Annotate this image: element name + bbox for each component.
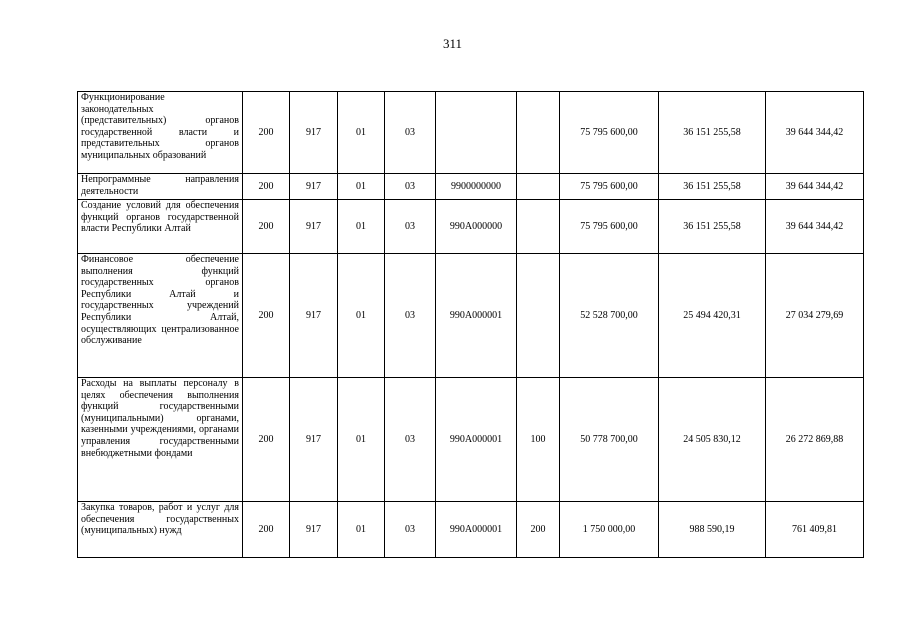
table-row <box>78 200 864 254</box>
cell-vr <box>517 92 560 174</box>
cell-admin: 200 <box>243 254 290 378</box>
table-row <box>78 254 864 378</box>
cell-rz: 01 <box>338 200 385 254</box>
table-row <box>78 92 864 174</box>
cell-sum-3: 39 644 344,42 <box>766 200 864 254</box>
cell-sum-2: 25 494 420,31 <box>659 254 766 378</box>
cell-pr: 03 <box>385 92 436 174</box>
cell-rz: 01 <box>338 502 385 558</box>
cell-gr: 917 <box>290 378 338 502</box>
cell-vr <box>517 254 560 378</box>
cell-rz: 01 <box>338 378 385 502</box>
cell-admin: 200 <box>243 174 290 200</box>
cell-gr: 917 <box>290 254 338 378</box>
cell-sum-3: 27 034 279,69 <box>766 254 864 378</box>
cell-sum-1: 50 778 700,00 <box>560 378 659 502</box>
cell-sum-1: 75 795 600,00 <box>560 200 659 254</box>
row-name: Функционирование законодательных (представительных) органов государственной власти и представительных органов муниципальных образований <box>78 92 243 174</box>
cell-pr: 03 <box>385 174 436 200</box>
budget-table <box>77 91 864 558</box>
cell-vr: 200 <box>517 502 560 558</box>
cell-rz: 01 <box>338 174 385 200</box>
cell-gr: 917 <box>290 174 338 200</box>
cell-admin: 200 <box>243 502 290 558</box>
cell-csr: 990А000001 <box>436 254 517 378</box>
cell-pr: 03 <box>385 502 436 558</box>
cell-pr: 03 <box>385 378 436 502</box>
cell-gr: 917 <box>290 502 338 558</box>
cell-admin: 200 <box>243 92 290 174</box>
cell-csr: 9900000000 <box>436 174 517 200</box>
cell-sum-3: 26 272 869,88 <box>766 378 864 502</box>
row-name: Финансовое обеспечение выполнения функций государственных органов Республики Алтай и государственных учреждений Республики Алтай, осуществляющих централизованное обслуживание <box>78 254 243 378</box>
cell-csr: 990А000001 <box>436 378 517 502</box>
table-row <box>78 174 864 200</box>
cell-gr: 917 <box>290 200 338 254</box>
cell-rz: 01 <box>338 92 385 174</box>
page-number: 311 <box>442 36 463 51</box>
cell-sum-3: 39 644 344,42 <box>766 174 864 200</box>
cell-vr <box>517 200 560 254</box>
cell-csr: 990А000000 <box>436 200 517 254</box>
cell-sum-1: 75 795 600,00 <box>560 174 659 200</box>
cell-pr: 03 <box>385 200 436 254</box>
cell-vr <box>517 174 560 200</box>
cell-sum-1: 52 528 700,00 <box>560 254 659 378</box>
cell-sum-2: 36 151 255,58 <box>659 200 766 254</box>
cell-sum-2: 24 505 830,12 <box>659 378 766 502</box>
cell-sum-2: 36 151 255,58 <box>659 92 766 174</box>
row-name: Расходы на выплаты персоналу в целях обеспечения выполнения функций государственными (муниципальными) органами, казенными учреждениями, органами управления государственными внебюджетными фондами <box>78 378 243 502</box>
cell-admin: 200 <box>243 200 290 254</box>
cell-sum-3: 39 644 344,42 <box>766 92 864 174</box>
row-name: Непрограммные направления деятельности <box>78 174 243 200</box>
cell-vr: 100 <box>517 378 560 502</box>
row-name: Создание условий для обеспечения функций органов государственной власти Республики Алтай <box>78 200 243 254</box>
cell-sum-2: 988 590,19 <box>659 502 766 558</box>
cell-sum-1: 1 750 000,00 <box>560 502 659 558</box>
row-name: Закупка товаров, работ и услуг для обеспечения государственных (муниципальных) нужд <box>78 502 243 558</box>
cell-rz: 01 <box>338 254 385 378</box>
cell-csr <box>436 92 517 174</box>
cell-csr: 990А000001 <box>436 502 517 558</box>
cell-sum-3: 761 409,81 <box>766 502 864 558</box>
cell-sum-1: 75 795 600,00 <box>560 92 659 174</box>
cell-gr: 917 <box>290 92 338 174</box>
cell-admin: 200 <box>243 378 290 502</box>
table-row <box>78 502 864 558</box>
cell-sum-2: 36 151 255,58 <box>659 174 766 200</box>
table-row <box>78 378 864 502</box>
cell-pr: 03 <box>385 254 436 378</box>
